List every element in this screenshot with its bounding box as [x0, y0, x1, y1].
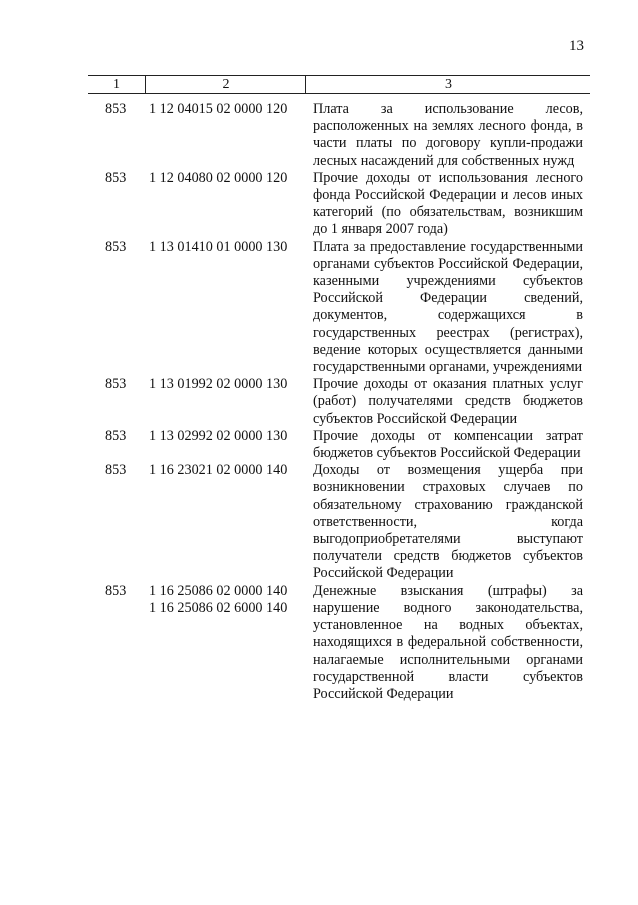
table-row: [88, 101, 590, 170]
table-row: [88, 170, 590, 239]
revenue-code: 1 16 25086 02 0000 140: [149, 582, 288, 599]
admin-code: 853: [105, 582, 127, 599]
admin-code: 853: [105, 462, 127, 479]
revenue-code: 1 13 01992 02 0000 130: [149, 376, 288, 393]
revenue-code: 1 13 02992 02 0000 130: [149, 427, 288, 444]
revenue-code-cell: [149, 170, 309, 187]
revenue-code-cell: [149, 428, 309, 445]
row-description: Плата за предоставление государственными органами субъектов Российской Федерации, казенными учреждениями субъектов Российской Федерации сведений, документов, содержащихся в государственных реестрах (регистрах), ведение которых осуществляется данными государственными органами, учреждениями: [313, 238, 583, 376]
table-row: [88, 428, 590, 462]
table-row: [88, 376, 590, 428]
row-description: Прочие доходы от использования лесного фонда Российской Федерации и лесов иных категорий (по обязательствам, возникшим до 1 января 2007 года): [313, 169, 583, 238]
admin-code: 853: [105, 376, 127, 393]
table-row: [88, 239, 590, 377]
admin-code: 853: [105, 101, 127, 117]
revenue-code: 1 13 01410 01 0000 130: [149, 238, 288, 255]
row-description: Доходы от возмещения ущерба при возникновении страховых случаев по обязательному страхованию гражданской ответственности, когда выгодоприобретателями выступают получатели средств бюджетов субъектов Российской Федерации: [313, 462, 583, 582]
revenue-code-cell: [149, 583, 309, 617]
page-number: 13: [569, 38, 584, 54]
column-header-2: 2: [145, 76, 306, 93]
row-description: Денежные взыскания (штрафы) за нарушение водного законодательства, установленное на водных объектах, находящихся в федеральной собственности, налагаемые исполнительными органами государственной власти субъектов Российской Федерации: [313, 582, 583, 702]
revenue-code: 1 16 23021 02 0000 140: [149, 462, 288, 479]
table-row: [88, 583, 590, 703]
column-header-1: 1: [113, 77, 120, 92]
column-header-3: 3: [305, 76, 591, 93]
admin-code: 853: [105, 238, 127, 255]
revenue-code-cell: [149, 462, 309, 479]
table-header: [88, 75, 590, 94]
revenue-code-cell: [149, 239, 309, 256]
table-row: [88, 462, 590, 582]
revenue-code: 1 16 25086 02 6000 140: [149, 599, 288, 616]
admin-code: 853: [105, 169, 127, 186]
row-description: Плата за использование лесов, расположенных на землях лесного фонда, в части платы по договору купли-продажи лесных насаждений для собственных нужд: [313, 101, 583, 169]
revenue-code: 1 12 04080 02 0000 120: [149, 169, 288, 186]
row-description: Прочие доходы от оказания платных услуг (работ) получателями средств бюджетов субъектов Российской Федерации: [313, 376, 583, 427]
revenue-code-cell: [149, 376, 309, 393]
row-description: Прочие доходы от компенсации затрат бюджетов субъектов Российской Федерации: [313, 427, 583, 462]
table-body: [88, 101, 590, 703]
revenue-code: 1 12 04015 02 0000 120: [149, 101, 288, 117]
revenue-code-cell: [149, 101, 309, 118]
admin-code: 853: [105, 427, 127, 444]
